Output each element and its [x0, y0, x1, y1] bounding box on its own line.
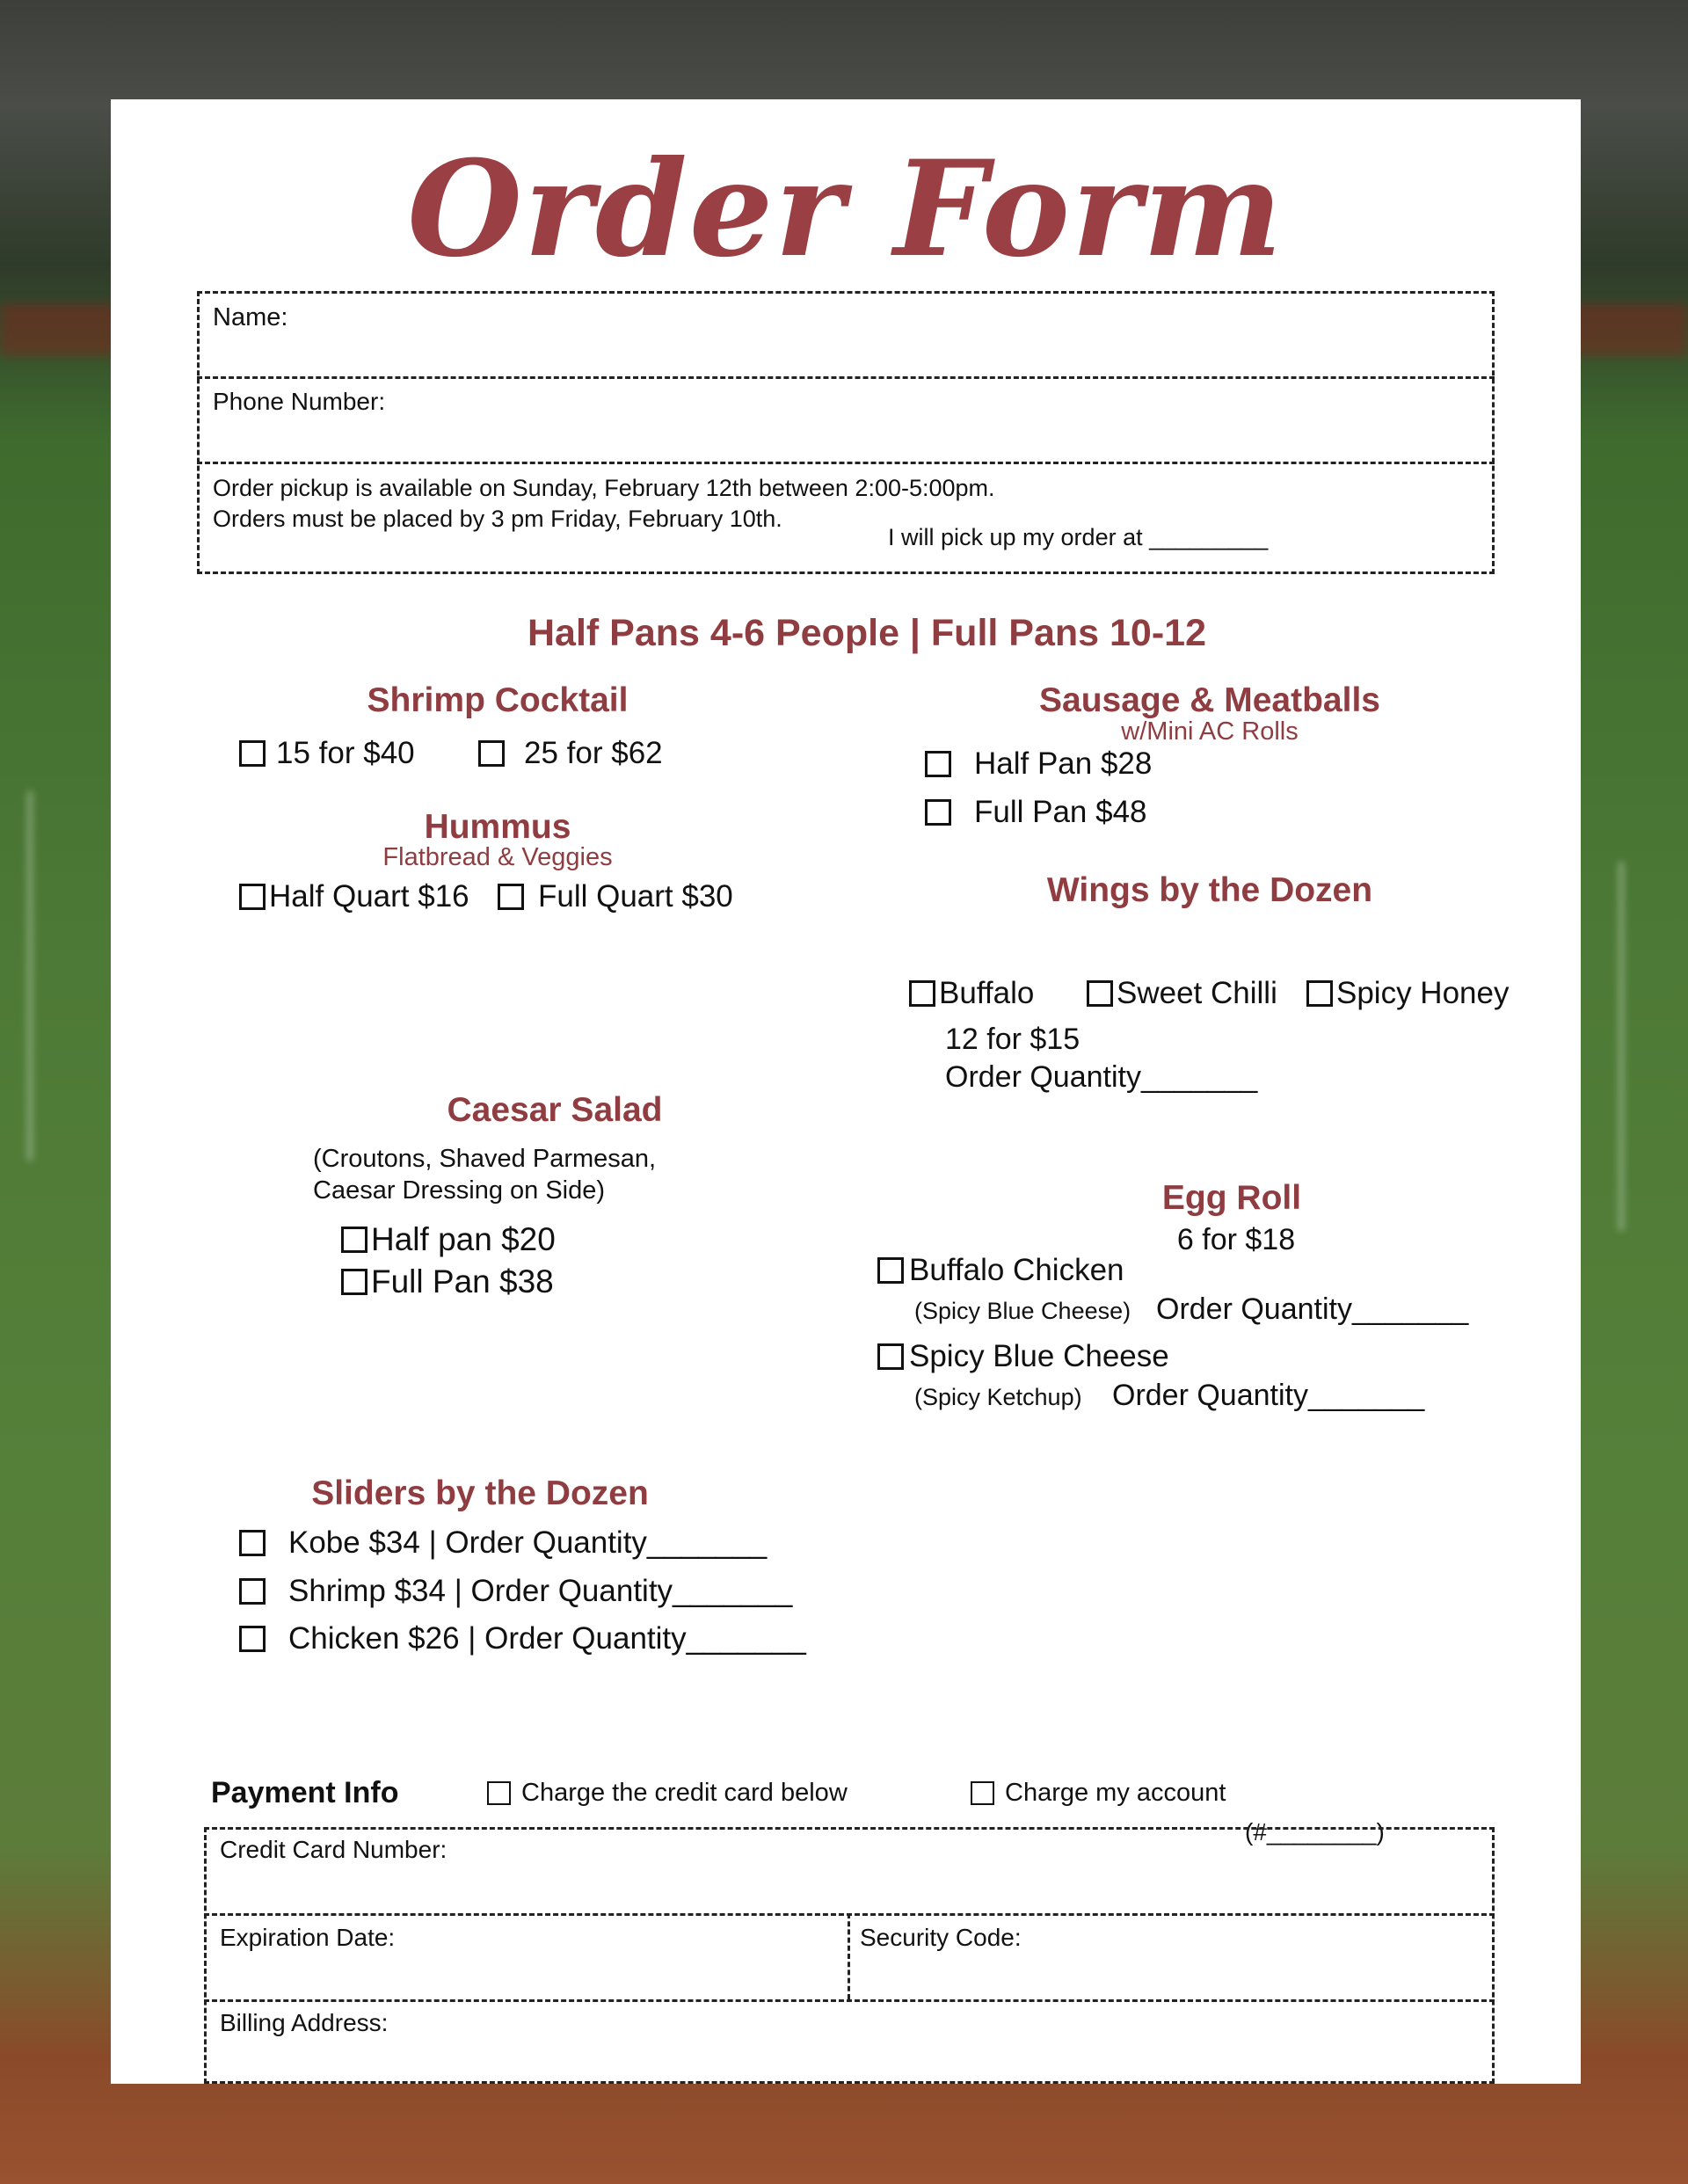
- wings-title: Wings by the Dozen: [1046, 871, 1373, 909]
- option-label: Buffalo Chicken: [909, 1253, 1124, 1287]
- option-label: Half Quart $16: [269, 879, 469, 914]
- caesar-option-half[interactable]: [341, 1221, 556, 1258]
- hummus-subtitle: Flatbread & Veggies: [382, 843, 613, 871]
- checkbox[interactable]: [971, 1781, 994, 1805]
- checkbox[interactable]: [341, 1269, 367, 1295]
- pickup-time-field[interactable]: I will pick up my order at _________: [888, 524, 1269, 550]
- divider: [197, 376, 1495, 379]
- checkbox[interactable]: [1306, 980, 1333, 1007]
- egg-roll-buffalo-quantity-field[interactable]: Order Quantity_______: [1156, 1292, 1469, 1326]
- option-label: Charge the credit card below: [521, 1779, 848, 1807]
- charge-card-option[interactable]: [487, 1779, 848, 1808]
- option-label: Spicy Blue Cheese: [909, 1339, 1169, 1373]
- divider: [848, 1913, 850, 1999]
- pickup-info-line-1: Order pickup is available on Sunday, February 12th between 2:00-5:00pm.: [213, 475, 995, 501]
- wings-quantity-field[interactable]: Order Quantity_______: [945, 1060, 1258, 1094]
- checkbox[interactable]: [1087, 980, 1113, 1007]
- billing-address-field[interactable]: Billing Address:: [220, 2009, 389, 2036]
- checkbox[interactable]: [478, 740, 505, 767]
- charge-account-option[interactable]: [971, 1779, 1226, 1808]
- sausage-option-half[interactable]: [925, 746, 1152, 782]
- checkbox[interactable]: [239, 884, 266, 910]
- checkbox[interactable]: [925, 751, 951, 777]
- wings-price: 12 for $15: [945, 1023, 1080, 1056]
- caesar-description-line-2: Caesar Dressing on Side): [313, 1176, 606, 1205]
- option-label: Spicy Honey: [1336, 976, 1510, 1010]
- expiration-date-field[interactable]: Expiration Date:: [220, 1924, 396, 1951]
- checkbox[interactable]: [487, 1781, 511, 1805]
- egg-roll-option-spicy-blue-cheese[interactable]: [877, 1339, 1169, 1374]
- shrimp-cocktail-option-15[interactable]: [239, 736, 415, 771]
- divider: [197, 462, 1495, 464]
- option-label: 25 for $62: [524, 736, 663, 770]
- egg-roll-option-buffalo-chicken[interactable]: [877, 1253, 1124, 1288]
- option-label: Full Pan $48: [974, 795, 1147, 829]
- pans-heading: Half Pans 4-6 People | Full Pans 10-12: [528, 612, 1206, 654]
- account-number-field[interactable]: (#________): [1245, 1818, 1385, 1845]
- checkbox[interactable]: [498, 884, 524, 910]
- checkbox[interactable]: [877, 1257, 904, 1284]
- option-label: Half pan $20: [371, 1221, 556, 1257]
- hummus-title: Hummus: [424, 808, 571, 846]
- form-title: Order Form: [407, 132, 1284, 287]
- order-form-sheet: [111, 99, 1581, 2084]
- wings-option-buffalo[interactable]: [909, 976, 1034, 1011]
- egg-roll-price: 6 for $18: [1176, 1223, 1296, 1256]
- egg-roll-blue-cheese-sauce: (Spicy Ketchup): [914, 1384, 1082, 1410]
- checkbox[interactable]: [341, 1227, 367, 1253]
- sliders-option-kobe[interactable]: [239, 1525, 767, 1561]
- sliders-title: Sliders by the Dozen: [311, 1474, 649, 1512]
- checkbox[interactable]: [909, 980, 935, 1007]
- checkbox[interactable]: [877, 1343, 904, 1370]
- sausage-option-full[interactable]: [925, 795, 1147, 830]
- option-label: Charge my account: [1005, 1779, 1226, 1807]
- option-label: Full Quart $30: [538, 879, 733, 914]
- background-field-line: [1618, 862, 1625, 1231]
- pickup-info-line-2: Orders must be placed by 3 pm Friday, February 10th.: [213, 506, 782, 532]
- caesar-salad-title: Caesar Salad: [447, 1091, 663, 1129]
- hummus-option-full[interactable]: [498, 879, 733, 914]
- egg-roll-buffalo-sauce: (Spicy Blue Cheese): [914, 1298, 1131, 1324]
- option-label: Half Pan $28: [974, 746, 1153, 781]
- wings-option-spicy-honey[interactable]: [1306, 976, 1509, 1011]
- sausage-meatballs-subtitle: w/Mini AC Rolls: [1121, 717, 1299, 746]
- checkbox[interactable]: [239, 1626, 266, 1652]
- sliders-option-chicken[interactable]: [239, 1621, 806, 1656]
- caesar-option-full[interactable]: [341, 1263, 554, 1300]
- caesar-description-line-1: (Croutons, Shaved Parmesan,: [313, 1145, 657, 1173]
- checkbox[interactable]: [239, 1530, 266, 1556]
- checkbox[interactable]: [239, 1578, 266, 1605]
- divider: [204, 1999, 1495, 2002]
- credit-card-number-field[interactable]: Credit Card Number:: [220, 1836, 447, 1863]
- egg-roll-blue-cheese-quantity-field[interactable]: Order Quantity_______: [1112, 1379, 1425, 1412]
- sausage-meatballs-title: Sausage & Meatballs: [1039, 681, 1380, 719]
- security-code-field[interactable]: Security Code:: [860, 1924, 1022, 1951]
- option-label: Chicken $26 | Order Quantity_______: [288, 1621, 806, 1656]
- hummus-option-half[interactable]: [239, 879, 469, 914]
- payment-info-heading: Payment Info: [211, 1776, 399, 1809]
- option-label: Buffalo: [939, 976, 1035, 1010]
- shrimp-cocktail-option-25[interactable]: [478, 736, 663, 771]
- option-label: 15 for $40: [276, 736, 415, 770]
- checkbox[interactable]: [925, 799, 951, 826]
- phone-field[interactable]: Phone Number:: [213, 388, 386, 415]
- option-label: Full Pan $38: [371, 1263, 554, 1299]
- shrimp-cocktail-title: Shrimp Cocktail: [367, 681, 629, 719]
- option-label: Sweet Chilli: [1117, 976, 1277, 1010]
- background-field-line: [26, 791, 33, 1161]
- sliders-option-shrimp[interactable]: [239, 1574, 792, 1609]
- wings-option-sweet-chilli[interactable]: [1087, 976, 1277, 1011]
- checkbox[interactable]: [239, 740, 266, 767]
- egg-roll-title: Egg Roll: [1161, 1179, 1302, 1217]
- option-label: Shrimp $34 | Order Quantity_______: [288, 1574, 793, 1608]
- option-label: Kobe $34 | Order Quantity_______: [288, 1525, 768, 1560]
- name-field[interactable]: Name:: [213, 303, 288, 331]
